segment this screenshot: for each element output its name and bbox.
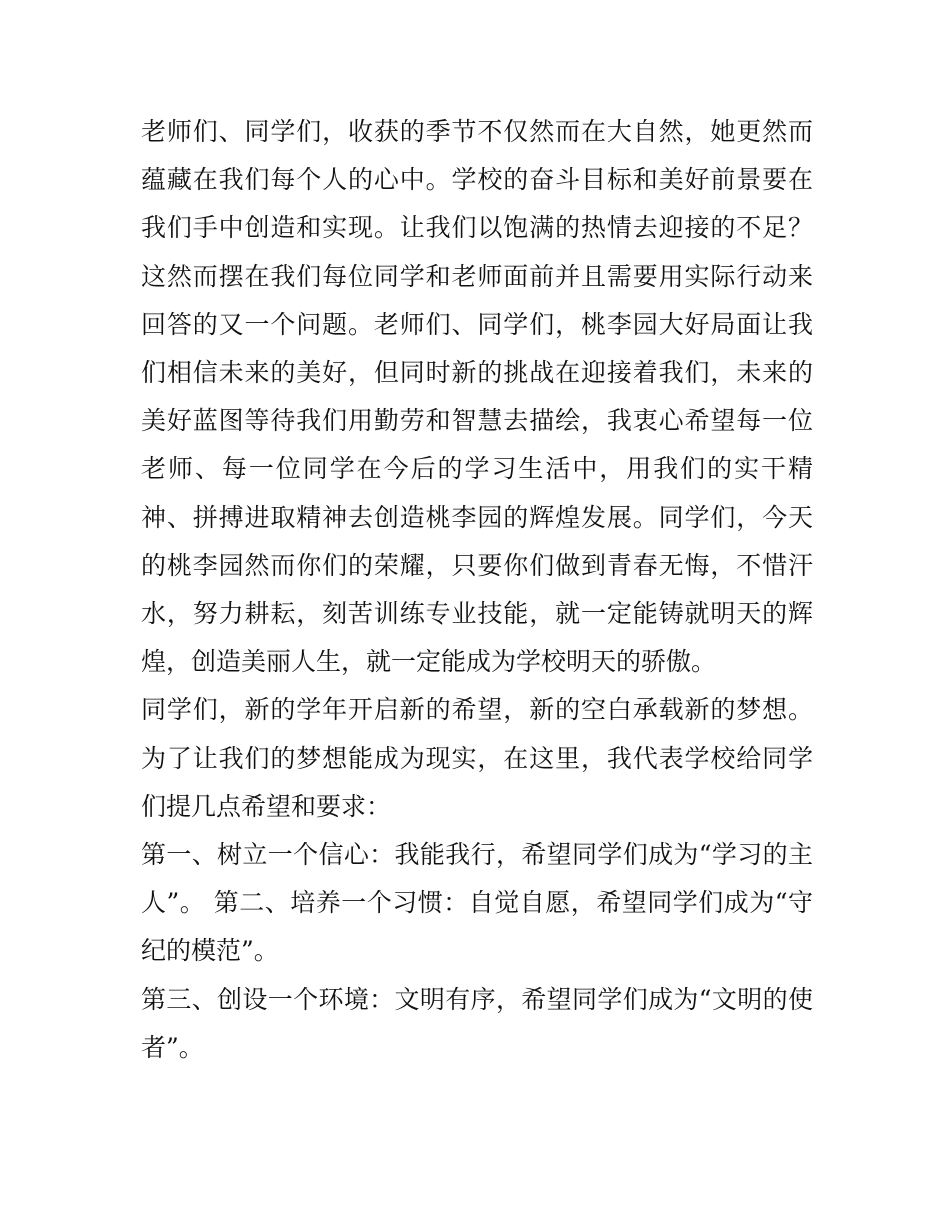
paragraph-4: 第三、创设一个环境：文明有序，希望同学们成为“文明的使者”。 — [141, 984, 813, 1062]
paragraph-3: 第一、树立一个信心：我能我行，希望同学们成为“学习的主人”。 第二、培养一个习惯：自觉自愿，希望同学们成为“守纪的模范”。 — [141, 840, 813, 966]
paragraph-2: 同学们，新的学年开启新的希望，新的空白承载新的梦想。为了让我们的梦想能成为现实，在这里，我代表学校给同学们提几点希望和要求： — [141, 695, 813, 821]
document-body — [141, 108, 813, 1072]
paragraph-1: 老师们、同学们，收获的季节不仅然而在大自然，她更然而蕴藏在我们每个人的心中。学校的奋斗目标和美好前景要在我们手中创造和实现。让我们以饱满的热情去迎接的不足？这然而摆在我们每位同学和老师面前并且需要用实际行动来回答的又一个问题。老师们、同学们，桃李园大好局面让我们相信未来的美好，但同时新的挑战在迎接着我们，未来的美好蓝图等待我们用勤劳和智慧去描绘，我衷心希望每一位老师、每一位同学在今后的学习生活中，用我们的实干精神、拼搏进取精神去创造桃李园的辉煌发展。同学们，今天的桃李园然而你们的荣耀，只要你们做到青春无悔，不惜汗水，努力耕耘，刻苦训练专业技能，就一定能铸就明天的辉煌，创造美丽人生，就一定能成为学校明天的骄傲。 — [141, 117, 813, 677]
